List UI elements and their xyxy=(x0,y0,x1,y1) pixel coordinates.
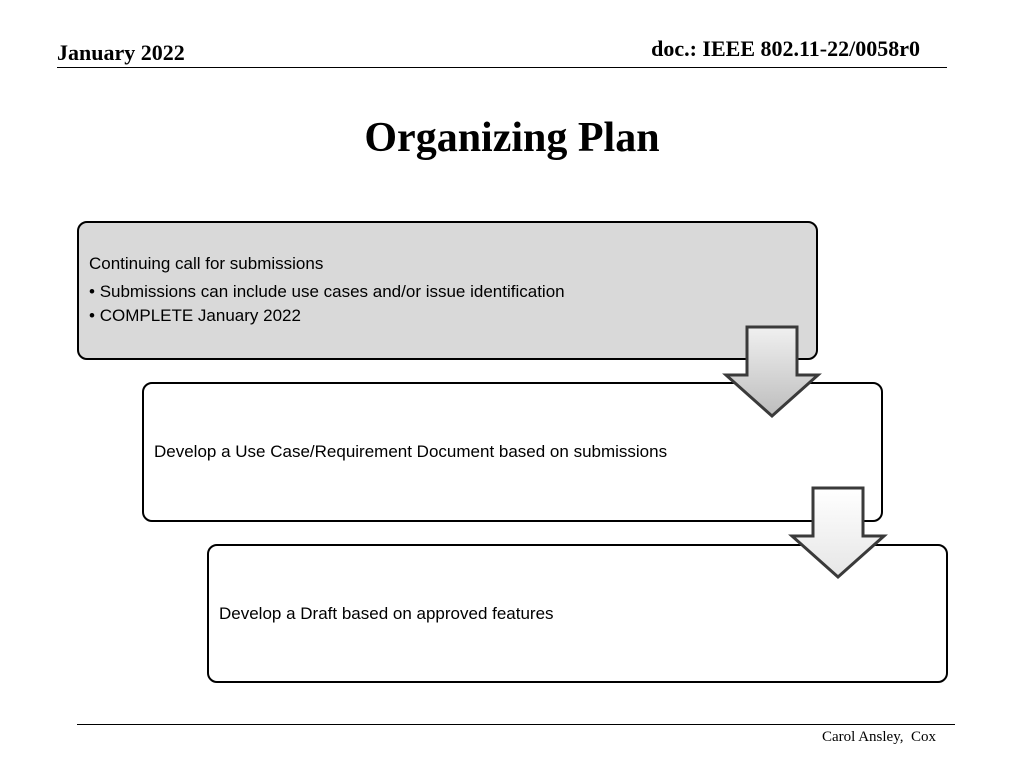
step-1-heading: Continuing call for submissions xyxy=(89,253,324,273)
step-1-bullet: • Submissions can include use cases and/or issue identification xyxy=(89,281,806,303)
step-3-text: Develop a Draft based on approved features xyxy=(219,603,554,623)
step-1-bullet: • COMPLETE January 2022 xyxy=(89,305,806,327)
footer-divider xyxy=(77,724,955,725)
step-1-bullet-list xyxy=(89,281,806,329)
slide-title: Organizing Plan xyxy=(364,115,660,161)
down-arrow-icon xyxy=(788,486,888,580)
header-doc-id: doc.: IEEE 802.11-22/0058r0 xyxy=(651,36,920,61)
step-2-text: Develop a Use Case/Requirement Document based on submissions xyxy=(154,442,668,461)
header-divider xyxy=(57,67,947,68)
process-step-1 xyxy=(77,221,818,360)
down-arrow-icon xyxy=(722,325,822,419)
footer-author: Carol Ansley, Cox xyxy=(821,729,936,745)
header-date: January 2022 xyxy=(57,40,185,65)
